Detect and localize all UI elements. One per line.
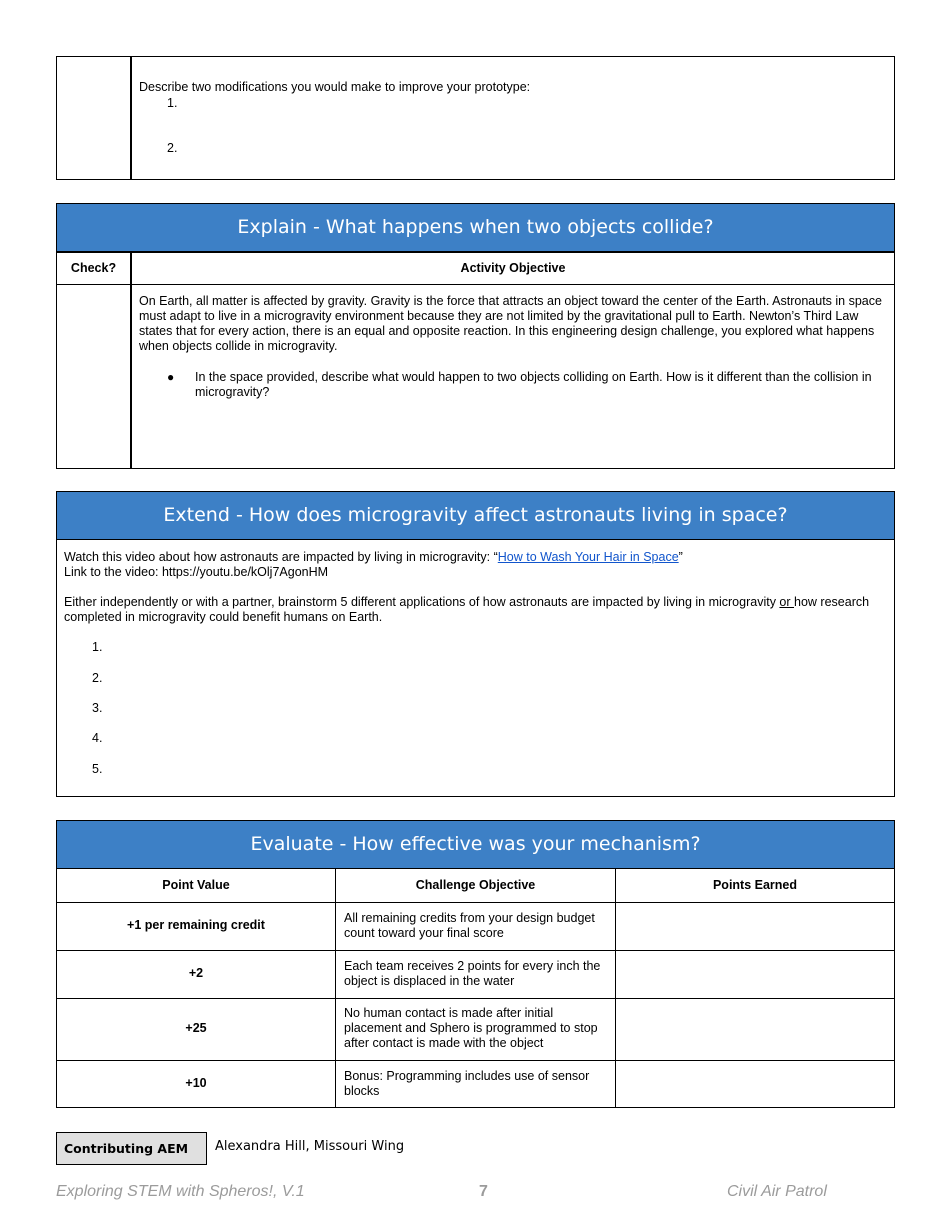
- points-earned-header: Points Earned: [712, 878, 798, 892]
- column-divider: [130, 252, 132, 468]
- video-link[interactable]: How to Wash Your Hair in Space: [497, 550, 679, 564]
- list-item: 3.: [92, 701, 103, 715]
- explain-paragraph: On Earth, all matter is affected by gravity. Gravity is the force that attracts an object toward the center of the Earth. Astronauts in space must adapt to live in a microgravity environment because they are not limited by the gravitational pull to Earth. Newton’s Third Law states that for every action, there is an equal and opposite reaction. In this engineering design challenge, you explored what happens when objects collide in microgravity.: [139, 294, 882, 353]
- footer-right: Civil Air Patrol: [727, 1183, 827, 1200]
- bullet-icon: ●: [167, 370, 175, 384]
- row-objective: Bonus: Programming includes use of sensor blocks: [344, 1069, 590, 1098]
- brainstorm-part-a: Either independently or with a partner, brainstorm 5 different applications of how astronauts are impacted by living in microgravity: [64, 595, 780, 609]
- page-number: 7: [479, 1183, 488, 1200]
- objective-column-header: Activity Objective: [460, 261, 566, 275]
- brainstorm-part-b: how research completed in microgravity could benefit humans on Earth.: [64, 595, 870, 624]
- list-item: 2.: [167, 141, 178, 155]
- point-value-header: Point Value: [162, 878, 230, 892]
- column-divider: [335, 869, 336, 1107]
- evaluate-table: [56, 820, 895, 1108]
- contributor-label: Contributing AEM: [56, 1132, 207, 1165]
- row-points: +1 per remaining credit: [127, 918, 265, 932]
- watch-prefix: Watch this video about how astronauts are impacted by living in microgravity: “: [64, 550, 498, 564]
- list-item: 1.: [92, 640, 103, 654]
- modifications-table: [56, 56, 895, 180]
- extend-table: [56, 491, 895, 797]
- row-divider: [57, 902, 894, 903]
- watch-suffix: ”: [678, 550, 683, 564]
- list-item: 1.: [167, 96, 178, 110]
- row-points: +25: [185, 1021, 207, 1035]
- row-divider: [57, 950, 894, 951]
- list-item: 5.: [92, 762, 103, 776]
- footer-left: Exploring STEM with Spheros!, V.1: [56, 1183, 305, 1200]
- row-objective: No human contact is made after initial placement and Sphero is programmed to stop after contact is made with the object: [344, 1006, 598, 1050]
- contributor-name: Alexandra Hill, Missouri Wing: [215, 1139, 405, 1154]
- explain-title: Explain - What happens when two objects collide?: [57, 204, 894, 252]
- column-divider: [130, 57, 132, 179]
- header-divider: [57, 252, 894, 253]
- brainstorm-or: or: [779, 595, 795, 609]
- extend-title: Extend - How does microgravity affect astronauts living in space?: [57, 492, 894, 540]
- explain-bullet: In the space provided, describe what would happen to two objects colliding on Earth. How is it different than the collision in microgravity?: [195, 370, 872, 399]
- row-points: +2: [188, 966, 204, 980]
- explain-table: [56, 203, 895, 469]
- row-objective: Each team receives 2 points for every inch the object is displaced in the water: [344, 959, 601, 988]
- watch-video-text: [64, 550, 683, 565]
- row-divider: [57, 284, 894, 285]
- challenge-objective-header: Challenge Objective: [415, 878, 536, 892]
- brainstorm-text: [64, 595, 884, 625]
- list-item: 2.: [92, 671, 103, 685]
- modifications-prompt: Describe two modifications you would make to improve your prototype:: [139, 80, 531, 94]
- check-column-header: Check?: [70, 261, 117, 275]
- row-divider: [57, 998, 894, 999]
- list-item: 4.: [92, 731, 103, 745]
- row-points: +10: [185, 1076, 207, 1090]
- row-objective: All remaining credits from your design budget count toward your final score: [344, 911, 595, 940]
- row-divider: [57, 1060, 894, 1061]
- evaluate-title: Evaluate - How effective was your mechanism?: [57, 821, 894, 869]
- column-divider: [615, 869, 616, 1107]
- video-url-line: Link to the video: https://youtu.be/kOlj7AgonHM: [64, 565, 329, 579]
